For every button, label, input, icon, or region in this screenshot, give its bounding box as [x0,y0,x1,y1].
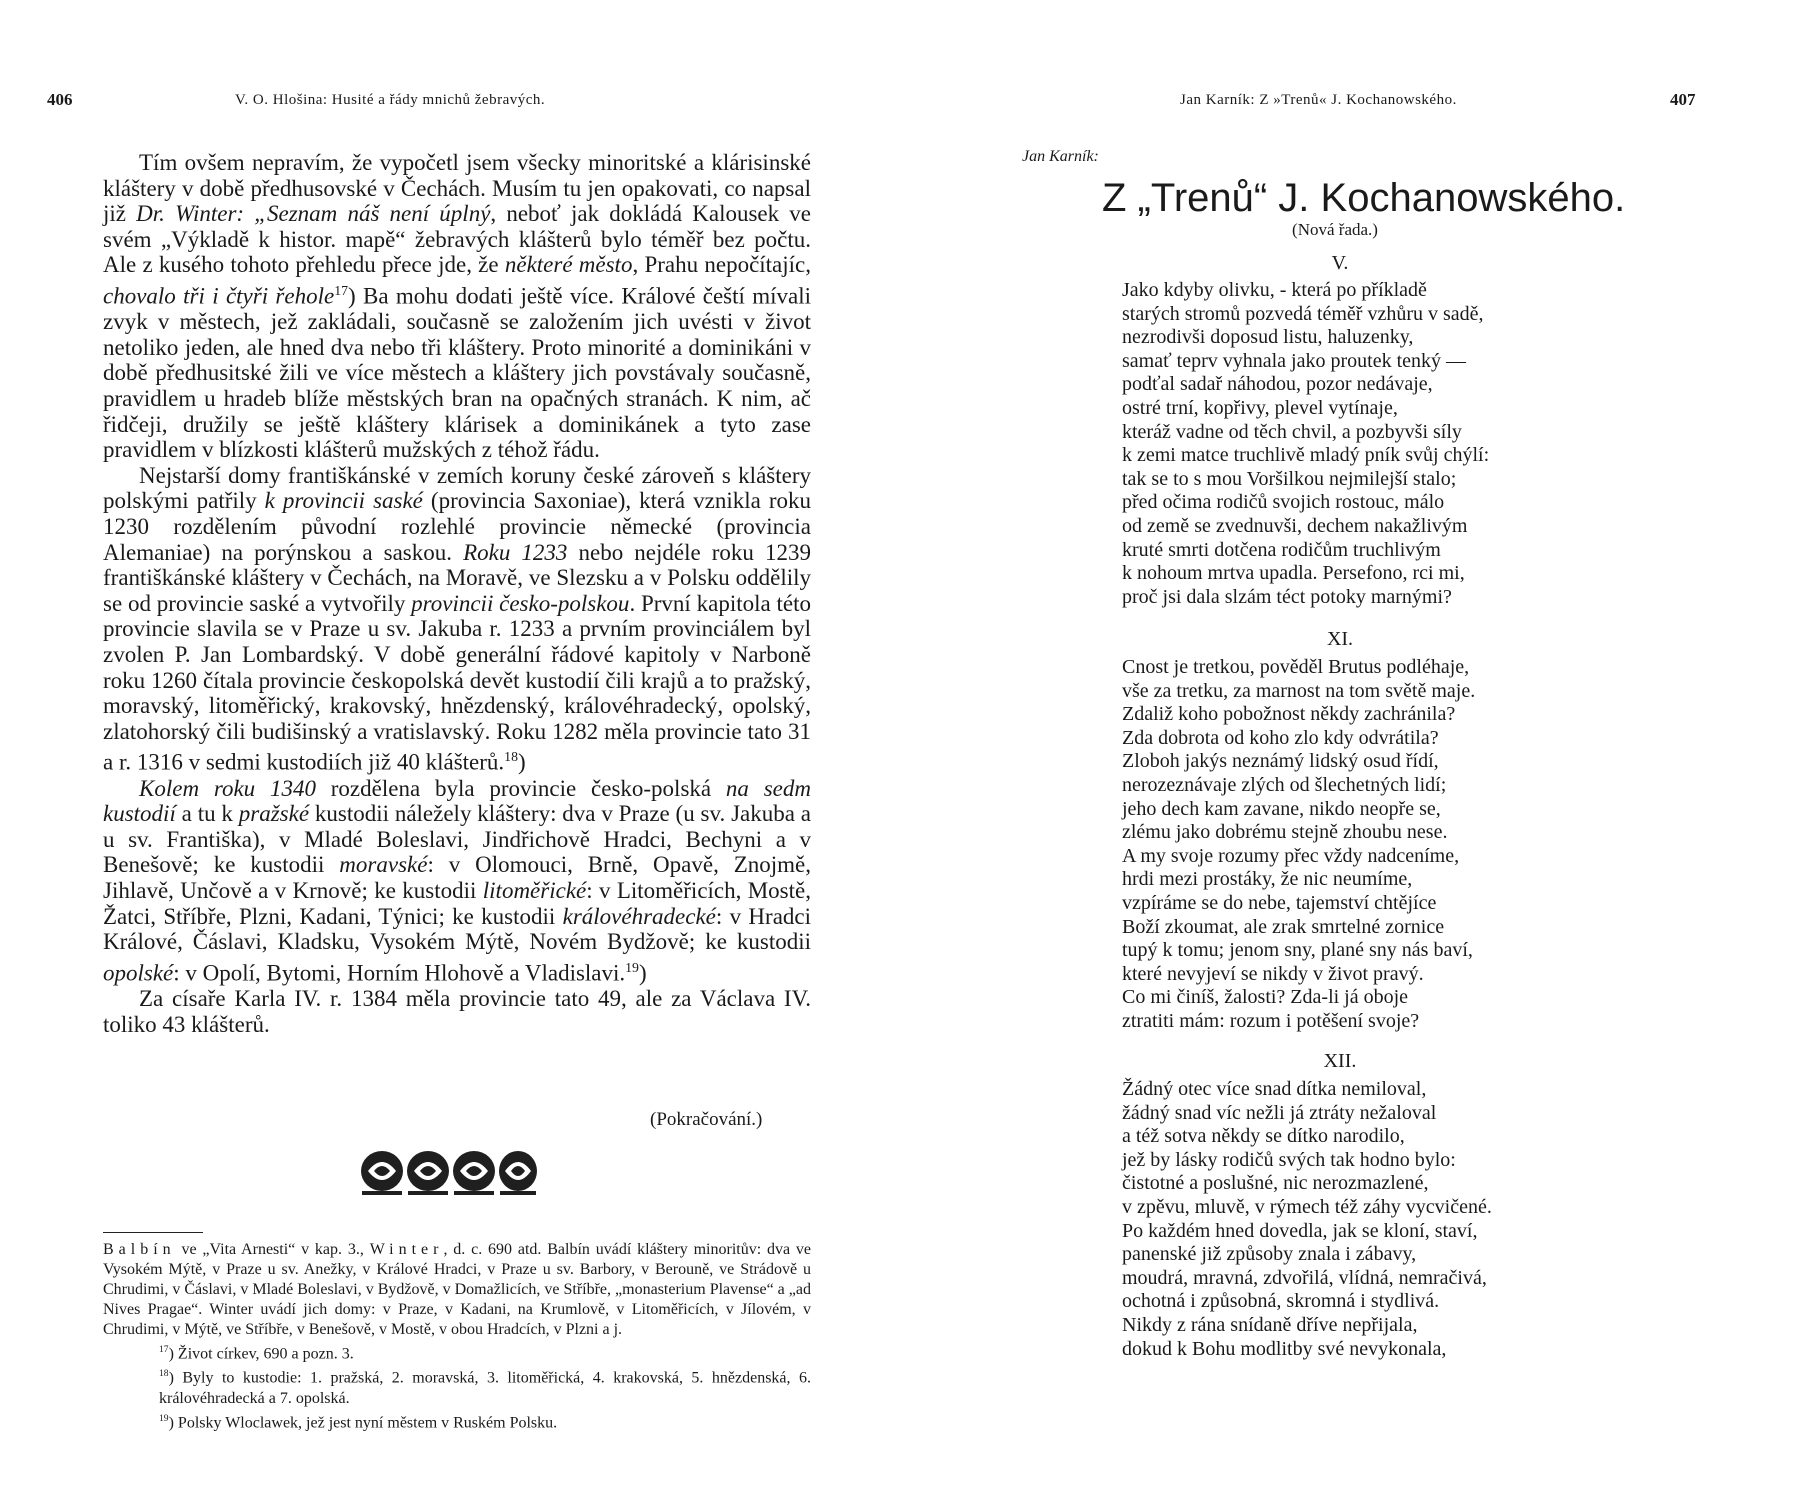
poem-line: žádný snad víc nežli já ztráty nežaloval [1122,1101,1437,1124]
poem-line: Žádný otec více snad dítka nemiloval, [1122,1078,1427,1100]
italic-run: pražské [238,801,310,827]
text-run: Za císaře Karla IV. r. 1384 měla provincie tato 49, ale za Václava IV. toliko 43 klášterů. [103,985,811,1037]
footnote-17 [103,1340,811,1364]
italic-run: Dr. Winter: „Seznam náš není úplný [136,201,491,227]
italic-run: královéhradecké [562,903,716,929]
poem-line: tupý k tomu; jenom sny, plané sny nás baví, [1122,939,1473,962]
poem-line: k nohoum mrtva upadla. Persefono, rci mi, [1122,562,1465,585]
poem-line: kteráž vadne od těch chvil, a pozbyvši síly [1122,420,1462,443]
text-run: ve „Vita Arnesti“ v kap. 3., [175,1241,370,1258]
poem-title: Z „Trenů“ J. Kochanowského. [1102,176,1626,220]
text-run: ) Život církev, 690 a pozn. 3. [168,1345,354,1363]
page-number-right: 407 [1670,90,1696,109]
poem-author: Jan Karník: [1022,148,1099,165]
italic-run: opolské [103,960,174,986]
poem-line: a též sotva někdy se dítko narodilo, [1122,1125,1405,1148]
poem-line: ostré trní, kopřivy, plevel vytínaje, [1122,396,1398,419]
poem-line: kruté smrti dotčena rodičům truchlivým [1122,538,1441,561]
spaced-name: Balbín [103,1241,176,1258]
poem-line: ochotná i způsobná, skromná i stydlivá. [1122,1290,1440,1313]
spaced-name: Winter [369,1241,444,1258]
footnote-ref: 19 [159,1412,169,1424]
paragraph [103,986,811,1037]
poem-line: zlému jako dobrému stejně zhoubu nese. [1122,821,1448,844]
poem-line: vzpíráme se do nebe, tajemství chtějíce [1122,891,1437,914]
poem-line: Jako kdyby olivku, - která po příkladě [1122,279,1427,301]
section-number: XI. [1326,628,1354,650]
poem-line: které nevyjeví se nikdy v život pravý. [1122,962,1424,985]
poem-line: panenské již způsoby znala i zábavy, [1122,1243,1417,1266]
italic-run: Kolem roku 1340 [139,775,316,801]
italic-run: litoměřické [482,877,587,903]
italic-run: moravské [339,852,428,878]
footnote-18 [103,1364,811,1408]
text-run: rozdělena byla provincie česko-polská [315,775,726,801]
poem-line: A my svoje rozumy přec vždy nadceníme, [1122,844,1460,867]
poem-line: Co mi činíš, žalosti? Zda-li já oboje [1122,986,1409,1009]
poem-line: k zemi matce truchlivě mladý pník svůj chýlí: [1122,444,1490,467]
italic-run: na sedm kustodií [103,775,811,827]
footnotes [103,1240,811,1433]
text-run: kustodii náležely kláštery: dva v Praze (u sv. Jakuba a u sv. Františka), v Mladé Boleslavi, Jindřichově Hradci, Bechyni a v Benešově; ke kustodii [103,801,811,878]
poem-line: podťal sadař náhodou, pozor nedávaje, [1122,373,1433,396]
text-run: ) Polsky Wloclawek, jež jest nyní městem v Ruském Polsku. [168,1413,558,1431]
paragraph [103,463,811,776]
text-run: , d. c. 690 atd. Balbín uvádí kláštery minoritův: dva ve Vysokém Mýtě, v Praze u sv. Anežky, v Králové Hradci, v Praze u sv. Barbory, v Berouně, ve Strádově u Chrudimi, v Čáslavi, v Mladé Boleslavi, v Bydžově, v Domažlicích, ve Stříbře, „monasterium Plavense“ a „ad Nives Pragae“. Winter uvádí jich domy: v Praze, v Kadani, na Krumlově, v Litoměřicích, v Jílovém, v Chrudimi, v Mýtě, ve Stříbře, v Benešově, v Mostě, v obou Hradcích, v Plzni a j. [103,1241,812,1338]
footnote-rule [103,1232,203,1233]
text-run: nebo nejdéle roku 1239 františkánské kláštery v Čechách, na Moravě, ve Slezsku a v Polsku oddělily se od provincie saské a vytvořily [103,539,811,616]
text-run: Tím ovšem nepravím, že vypočetl jsem všecky minoritské a klárisinské kláštery v době předhusovské v Čechách. Musím tu jen opakovati, co napsal již [103,150,811,227]
poem-line: moudrá, mravná, zdvořilá, vlídná, nemračivá, [1122,1266,1487,1289]
text-run: . První kapitola této provincie slavila se v Praze u sv. Jakuba r. 1233 a prvním provinciálem byl zvolen P. Jan Lombardský. V době generální řádové kapitoly v Narboně roku 1260 čítala provincie českopolská devět kustodií čili krajů a to pražský, moravský, litoměřický, krakovský, hnězdenský, královéhradecký, opolský, zlatohorský čili budišinský a vratislavský. Roku 1282 měla provincie tato 31 a r. 1316 v sedmi kustodiích již 40 klášterů. [103,590,811,775]
poem-line: samať teprv vyhnala jako proutek tenký — [1122,349,1467,372]
footnote-19 [103,1409,811,1433]
text-run: , Prahu nepočítajíc, [632,252,812,278]
footnote-ref: 18 [504,749,518,765]
page-number-left: 406 [47,90,73,109]
running-head-left: V. O. Hlošina: Husité a řády mnichů žebravých. [235,92,546,108]
poem-line: vše za tretku, za marnost na tom světě maje. [1122,679,1476,702]
section-number: XII. [1323,1050,1357,1072]
footnote-ref: 17 [334,282,348,298]
text-run: ) [638,960,647,986]
footnote [103,1240,811,1340]
text-run: ) Byly to kustodie: 1. pražská, 2. moravská, 3. litoměřická, 4. krakovská, 5. hnězdenská, 6. královéhradecká a 7. opolská. [159,1369,811,1407]
italic-run: některé město [504,252,633,278]
poem-line: nezrodivši doposud listu, haluzenky, [1122,326,1414,349]
poem-line: Zda dobrota od koho zlo kdy odvrátila? [1122,726,1439,749]
poem-line: jeho dech kam zavane, nikdo neopře se, [1122,797,1441,820]
poem-line: od země se zvednuvši, dechem nakažlivým [1122,514,1468,537]
poem-line: proč jsi dala slzám téct potoky marnými? [1122,585,1452,608]
poem-line: Po každém hned dovedla, jak se kloní, staví, [1122,1219,1478,1242]
poem-stanza [1122,1078,1622,1361]
poem-line: Cnost je tretkou, pověděl Brutus podléhaje, [1122,656,1470,678]
text-run: ) [517,749,526,775]
italic-run: provincii česko-polskou [411,590,630,616]
text-run: , neboť jak dokládá Kalousek ve svém „Výkladě k histor. mapě“ žebravých klášterů bylo téměř bez počtu. Ale z kusého tohoto přehledu přece jde, že [103,201,811,278]
poem-line: čistotné a poslušné, nic nerozmazlené, [1122,1172,1429,1195]
text-run: Nejstarší domy františkánské v zemích koruny české zároveň s kláštery polskými patřily [103,462,811,514]
poem-line: jež by lásky rodičů svých tak hodno bylo: [1122,1148,1456,1171]
italic-run: Roku 1233 [463,539,568,565]
italic-run: k provincii saské [264,488,423,514]
footnote-ref: 17 [159,1344,169,1355]
poem-stanza [1122,656,1622,1034]
text-run: : v Olomouci, Brně, Opavě, Znojmě, Jihlavě, Unčově a v Krnově; ke kustodii [103,852,812,903]
paragraph [103,776,811,986]
footnote-ref: 19 [625,959,639,975]
text-run: a tu k [175,801,239,827]
paragraph [103,150,811,463]
poem-line: Zloboh jakýs neznámý lidský osud řídí, [1122,750,1439,773]
floral-ornament [360,1147,540,1197]
text-run: (provincia Saxoniae), která vznikla roku 1230 rozdělením původní rozlehlé provincie německé (provincia Alemaniae) na porýnskou a saskou. [103,488,811,565]
footnote-ref: 18 [159,1368,169,1380]
text-run: : v Litoměřicích, Mostě, Žatci, Stříbře, Plzni, Kadani, Týnici; ke kustodii [103,877,811,929]
poem-subtitle: (Nová řada.) [1292,220,1378,239]
continuation-note: (Pokračování.) [650,1109,763,1130]
poem-line: dokud k Bohu modlitby své nevykonala, [1122,1337,1447,1360]
poem-line: ztratiti mám: rozum i potěšení svoje? [1122,1009,1420,1032]
poem-line: Zdaliž koho pobožnost někdy zachránila? [1122,703,1456,726]
text-run: ) Ba mohu dodati ještě více. Králové čeští mívali zvyk v městech, jež zakládali, současně se založením jich uvésti v život netoliko jeden, ale hned dva nebo tři kláštery. Proto minorité a dominikáni v době předhusitské žili ve více městech a kláštery jich povstávaly současně, pravidlem u hradeb blíže městských bran na opačných stranách. K nim, ač řidčeji, družily se ještě kláštery klárisek a dominikánek a tyto zase pravidlem v blízkosti klášterů mužských z téhož řádu. [103,283,811,463]
poem-line: nerozeznávaje zlých od šlechetných lidí; [1122,773,1447,796]
body-text [103,150,811,1037]
section-number: V. [1331,252,1349,274]
poem-line: tak se to s mou Voršilkou nejmilejší stalo; [1122,467,1457,490]
italic-run: chovalo tři i čtyři řehole [103,283,335,309]
poem-line: Boží zkoumat, ale zrak smrtelné zornice [1122,915,1445,938]
poem-stanza [1122,279,1622,609]
poem-line: hrdi mezi prostáky, že nic neumíme, [1122,868,1413,891]
poem-line: v zpěvu, mluvě, v rýmech též záhy vycvičené. [1122,1195,1492,1218]
poem-line: Nikdy z rána snídaně dříve nepřijala, [1122,1313,1418,1336]
poem-line: starých stromů pozvedá téměř vzhůru v sadě, [1122,302,1484,325]
running-head-right: Jan Karník: Z »Trenů« J. Kochanowského. [1180,92,1457,108]
poem-line: před očima rodičů svojich rostouc, málo [1122,491,1445,514]
text-run: : v Hradci Králové, Čáslavi, Kladsku, Vysokém Mýtě, Novém Bydžově; ke kustodii [103,903,811,955]
text-run: : v Opolí, Bytomi, Horním Hlohově a Vladislavi. [173,960,626,986]
